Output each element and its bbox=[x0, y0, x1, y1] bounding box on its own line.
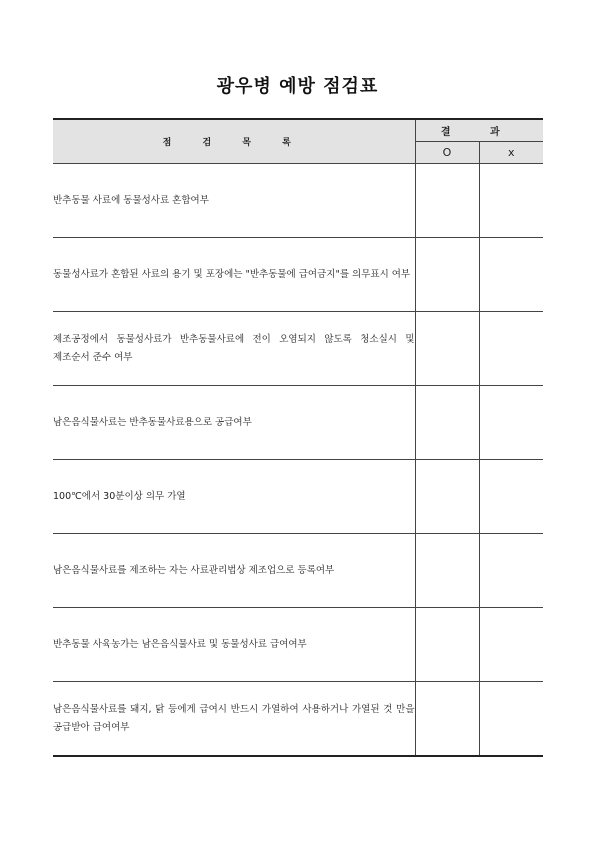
check-x-cell[interactable] bbox=[479, 682, 543, 757]
table-row bbox=[53, 608, 543, 682]
item-text: 동물성사료가 혼합된 사료의 용기 및 포장에는 "반추동물에 급여금지"를 의무표시 여부 bbox=[53, 238, 415, 312]
check-o-cell[interactable] bbox=[415, 312, 479, 386]
table-row bbox=[53, 386, 543, 460]
item-text: 남은음식물사료는 반추동물사료용으로 공급여부 bbox=[53, 386, 415, 460]
table-row bbox=[53, 312, 543, 386]
check-x-cell[interactable] bbox=[479, 164, 543, 238]
item-text: 남은음식물사료를 돼지, 닭 등에게 급여시 반드시 가열하여 사용하거나 가열된 것 만을 공급받아 급여여부 bbox=[53, 682, 415, 757]
check-x-cell[interactable] bbox=[479, 386, 543, 460]
check-o-cell[interactable] bbox=[415, 534, 479, 608]
header-inspection-items: 점 검 목 록 bbox=[53, 119, 415, 164]
check-o-cell[interactable] bbox=[415, 682, 479, 757]
check-x-cell[interactable] bbox=[479, 238, 543, 312]
check-x-cell[interactable] bbox=[479, 534, 543, 608]
table-row bbox=[53, 164, 543, 238]
check-x-cell[interactable] bbox=[479, 312, 543, 386]
inspection-table bbox=[53, 118, 543, 757]
check-o-cell[interactable] bbox=[415, 608, 479, 682]
header-result: 결 과 bbox=[415, 119, 543, 142]
table-row bbox=[53, 682, 543, 757]
check-o-cell[interactable] bbox=[415, 460, 479, 534]
item-text: 반추동물 사료에 동물성사료 혼합여부 bbox=[53, 164, 415, 238]
check-o-cell[interactable] bbox=[415, 386, 479, 460]
check-x-cell[interactable] bbox=[479, 460, 543, 534]
item-text: 100℃에서 30분이상 의무 가열 bbox=[53, 460, 415, 534]
item-text: 남은음식물사료를 제조하는 자는 사료관리법상 제조업으로 등록여부 bbox=[53, 534, 415, 608]
header-o: O bbox=[415, 142, 479, 164]
header-row bbox=[53, 119, 543, 142]
header-x: x bbox=[479, 142, 543, 164]
check-o-cell[interactable] bbox=[415, 164, 479, 238]
check-o-cell[interactable] bbox=[415, 238, 479, 312]
table-row bbox=[53, 238, 543, 312]
table-row bbox=[53, 534, 543, 608]
document-title: 광우병 예방 점검표 bbox=[216, 76, 379, 97]
check-x-cell[interactable] bbox=[479, 608, 543, 682]
table-row bbox=[53, 460, 543, 534]
item-text: 반추동물 사육농가는 남은음식물사료 및 동물성사료 급여여부 bbox=[53, 608, 415, 682]
item-text: 제조공정에서 동물성사료가 반추동물사료에 전이 오염되지 않도록 청소실시 및 제조순서 준수 여부 bbox=[53, 312, 415, 386]
